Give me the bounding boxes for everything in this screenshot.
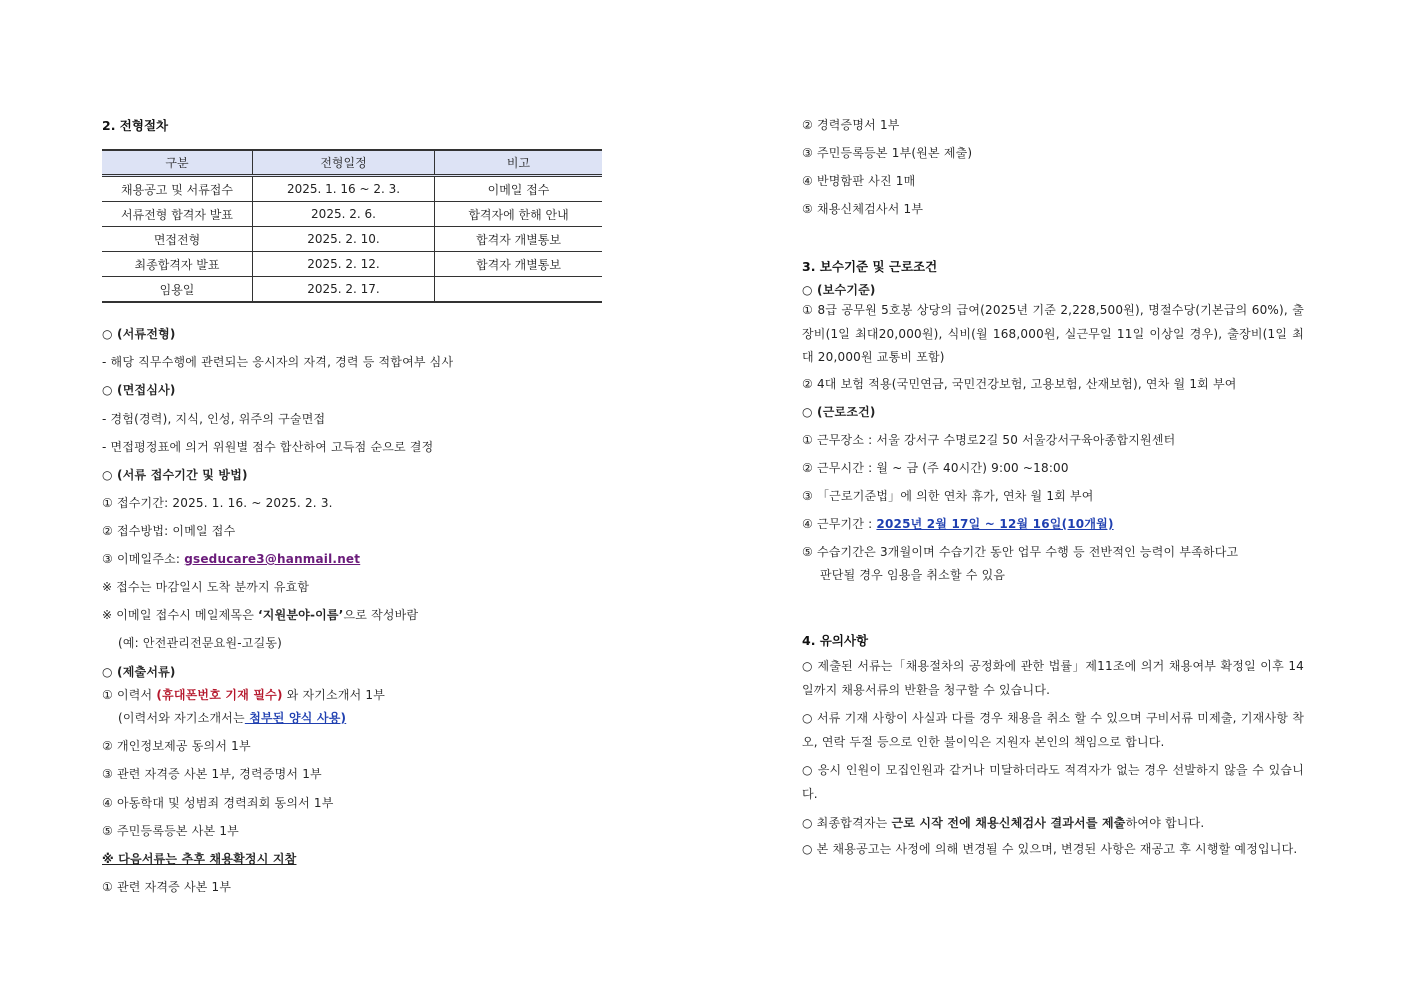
insurance-text: ② 4대 보험 적용(국민연금, 국민건강보험, 고용보험, 산재보험), 연차 월 1회 부여 <box>802 377 1237 391</box>
notice-paragraph: ○ 응시 인원이 모집인원과 같거나 미달하더라도 적격자가 없는 경우 선발하지 않을 수 있습니다. <box>802 763 1304 801</box>
section-3-title: 3. 보수기준 및 근로조건 <box>802 259 938 274</box>
application-period-item: ① 접수기간: 2025. 1. 16. ~ 2025. 2. 3. <box>102 496 333 510</box>
section-4-title: 4. 유의사항 <box>802 633 869 648</box>
section-2-title: 2. 전형절차 <box>102 118 169 133</box>
note-text: 으로 작성바람 <box>343 608 419 622</box>
table-row <box>102 277 602 303</box>
table-cell: 2025. 2. 12. <box>253 252 435 277</box>
email-address-item <box>102 550 360 567</box>
table-cell: 서류전형 합격자 발표 <box>102 202 253 227</box>
later-doc-item: ① 관련 자격증 사본 1부 <box>102 880 232 894</box>
note-text: ※ 이메일 접수시 메일제목은 <box>102 608 259 622</box>
submission-item-sub <box>102 709 346 726</box>
table-cell: 2025. 2. 10. <box>253 227 435 252</box>
table-cell: 채용공고 및 서류접수 <box>102 176 253 202</box>
email-label: ③ 이메일주소: <box>102 552 185 566</box>
interview-text-1: - 경험(경력), 지식, 인성, 위주의 구술면접 <box>102 412 326 426</box>
table-row <box>102 202 602 227</box>
later-doc-item: ④ 반명함판 사진 1매 <box>802 174 916 188</box>
table-header-cell: 비고 <box>435 150 603 176</box>
table-header-cell: 구분 <box>102 150 253 176</box>
item-text: 하여야 합니다. <box>1125 816 1205 830</box>
probation-item-cont: 판단될 경우 임용을 취소할 수 있음 <box>820 568 1006 582</box>
item-text: ○ 최종합격자는 <box>802 816 892 830</box>
doc-screening-heading: ○ (서류전형) <box>102 327 176 341</box>
health-check-emphasis: 근로 시작 전에 채용신체검사 결과서를 제출 <box>891 816 1126 830</box>
table-cell: 합격자 개별통보 <box>435 252 603 277</box>
submission-item: ③ 관련 자격증 사본 1부, 경력증명서 1부 <box>102 767 322 781</box>
table-cell: 면접전형 <box>102 227 253 252</box>
table-cell <box>435 277 603 303</box>
work-period-dates: 2025년 2월 17일 ~ 12월 16일(10개월) <box>876 517 1114 531</box>
work-conditions-heading: ○ (근로조건) <box>802 405 876 419</box>
application-period-heading: ○ (서류 접수기간 및 방법) <box>102 468 248 482</box>
table-cell: 이메일 접수 <box>435 176 603 202</box>
required-phone-note: (휴대폰번호 기재 필수) <box>156 688 283 702</box>
table-row <box>102 176 602 202</box>
table-cell: 합격자 개별통보 <box>435 227 603 252</box>
notice-paragraph: ○ 제출된 서류는「채용절차의 공정화에 관한 법률」제11조에 의거 채용여부 확정일 이후 14일까지 채용서류의 반환을 청구할 수 있습니다. <box>802 659 1304 697</box>
item-text: ① 이력서 <box>102 688 157 702</box>
item-text: (이력서와 자기소개서는 <box>118 711 245 725</box>
submission-item: ④ 아동학대 및 성범죄 경력죄회 동의서 1부 <box>102 796 334 810</box>
probation-item: ⑤ 수습기간은 3개월이며 수습기간 동안 업무 수행 등 전반적인 능력이 부족하다고 <box>802 545 1239 559</box>
doc-screening-text: - 해당 직무수행에 관련되는 응시자의 자격, 경력 등 적합여부 심사 <box>102 355 454 369</box>
attached-form-note: 첨부된 양식 사용) <box>244 711 347 725</box>
table-cell: 2025. 2. 17. <box>253 277 435 303</box>
table-header-row <box>102 150 602 176</box>
later-doc-item: ⑤ 채용신체검사서 1부 <box>802 202 924 216</box>
submission-item: ② 개인정보제공 동의서 1부 <box>102 739 251 753</box>
schedule-table <box>102 149 602 303</box>
notice-paragraph <box>802 814 1204 831</box>
email-link[interactable]: gseducare3@hanmail.net <box>184 552 361 566</box>
table-cell: 2025. 1. 16 ~ 2. 3. <box>253 176 435 202</box>
email-subject-note <box>102 606 418 623</box>
notice-paragraph: ○ 서류 기재 사항이 사실과 다를 경우 채용을 취소 할 수 있으며 구비서류 미제출, 기재사항 착오, 연락 두절 등으로 인한 불이익은 지원자 본인의 책임으로 합니다. <box>802 711 1304 749</box>
table-cell: 임용일 <box>102 277 253 303</box>
email-subject-example: (예: 안전관리전문요원-고길동) <box>118 636 283 650</box>
later-docs-note: ※ 다음서류는 추후 채용확정시 지참 <box>102 852 297 866</box>
pay-standard-text: ① 8급 공무원 5호봉 상당의 급여(2025년 기준 2,228,500원), 명절수당(기본급의 60%), 출장비(1일 최대20,000원), 식비(월 168,000원, 실근무일 11일 이상일 경우), 출장비(1일 최대 20,000원 교통비 포함) <box>802 303 1304 364</box>
table-row <box>102 227 602 252</box>
note-bold: ‘지원분야-이름’ <box>258 608 344 622</box>
pay-standard-heading: ○ (보수기준) <box>802 283 876 297</box>
submission-item <box>102 686 385 703</box>
later-doc-item: ② 경력증명서 1부 <box>802 118 900 132</box>
item-text: 와 자기소개서 1부 <box>282 688 386 702</box>
table-cell: 최종합격자 발표 <box>102 252 253 277</box>
submission-docs-heading: ○ (제출서류) <box>102 665 176 679</box>
item-text: ④ 근무기간 : <box>802 517 877 531</box>
work-period-item <box>802 515 1114 532</box>
table-cell: 합격자에 한해 안내 <box>435 202 603 227</box>
later-doc-item: ③ 주민등록등본 1부(원본 제출) <box>802 146 973 160</box>
interview-text-2: - 면접평정표에 의거 위원별 점수 합산하여 고득점 순으로 결정 <box>102 440 434 454</box>
table-header-cell: 전형일정 <box>253 150 435 176</box>
application-method-item: ② 접수방법: 이메일 접수 <box>102 524 236 538</box>
work-hours-item: ② 근무시간 : 월 ~ 금 (주 40시간) 9:00 ~18:00 <box>802 461 1069 475</box>
deadline-note: ※ 접수는 마감일시 도착 분까지 유효함 <box>102 580 310 594</box>
notice-paragraph: ○ 본 채용공고는 사정에 의해 변경될 수 있으며, 변경된 사항은 재공고 후 시행할 예정입니다. <box>802 842 1298 856</box>
work-place-item: ① 근무장소 : 서울 강서구 수명로2길 50 서울강서구육아종합지원센터 <box>802 433 1176 447</box>
table-cell: 2025. 2. 6. <box>253 202 435 227</box>
annual-leave-item: ③ 「근로기준법」에 의한 연차 휴가, 연차 월 1회 부여 <box>802 489 1094 503</box>
table-row <box>102 252 602 277</box>
submission-item: ⑤ 주민등록등본 사본 1부 <box>102 824 239 838</box>
interview-heading: ○ (면접심사) <box>102 383 176 397</box>
